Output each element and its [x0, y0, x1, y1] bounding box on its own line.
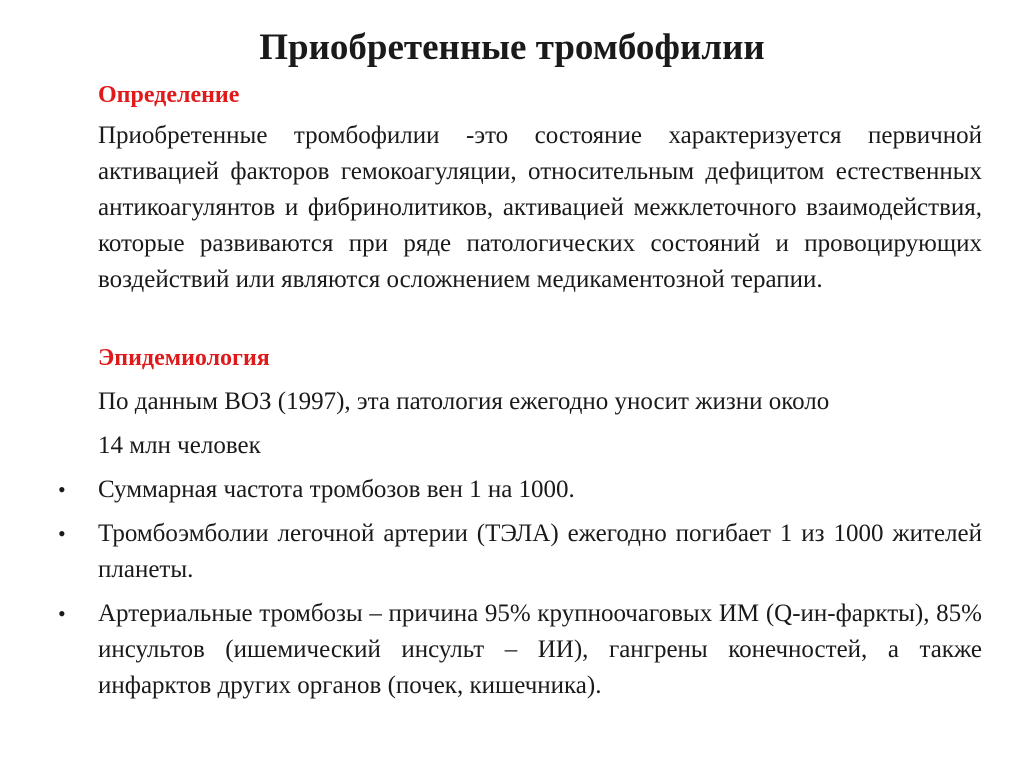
epidemiology-line-2: 14 млн человек [98, 432, 261, 459]
definition-text: Приобретенные тромбофилии -это состояние характеризуется первичной активацией факторов гемокоагуляции, относительным дефицитом естественных антикоагулянтов и фибринолитиков, активацией межклеточного взаимодействия, которые развиваются при ряде патологических состояний и провоцирующих воздействий или являются осложнением медикаментозной терапии. [98, 122, 982, 293]
bullet-text: Тромбоэмболии легочной артерии (ТЭЛА) ежегодно погибает 1 из 1000 жителей планеты. [98, 520, 982, 583]
bullet-text: Суммарная частота тромбозов вен 1 на 1000. [98, 476, 575, 503]
bullet-text: Артериальные тромбозы – причина 95% крупноочаговых ИМ (Q-ин-фаркты), 85% инсультов (ишемический инсульт – ИИ), гангрены конечностей, а также инфарктов других органов (почек, кишечника). [98, 600, 982, 699]
page-title: Приобретенные тромбофилии [259, 27, 765, 68]
epidemiology-line-1: По данным ВОЗ (1997), эта патология ежегодно уносит жизни около [98, 388, 830, 415]
bullet-item [58, 596, 982, 704]
bullet-item [58, 516, 982, 588]
bullet-marker: • [58, 521, 66, 546]
bullet-marker: • [58, 601, 66, 626]
definition-heading: Определение [98, 82, 240, 108]
bullet-marker: • [58, 477, 66, 502]
bullet-item [58, 472, 982, 508]
epidemiology-heading: Эпидемиология [98, 345, 270, 371]
